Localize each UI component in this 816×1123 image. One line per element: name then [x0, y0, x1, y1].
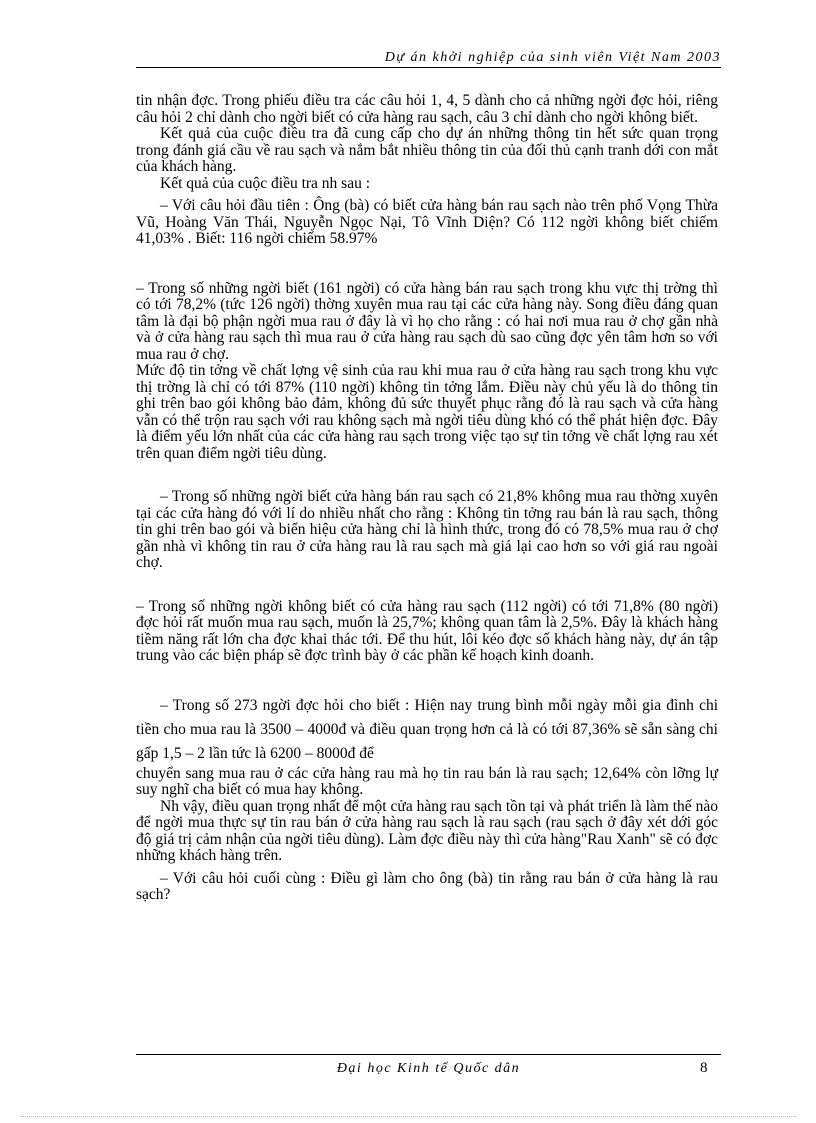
paragraph-survey-intro: tin nhận đợc. Trong phiếu điều tra các câu hỏi 1, 4, 5 dành cho cả những ngời đợc hỏi, riêng câu hỏi 2 chỉ dành cho ngời biết có cửa hàng rau sạch, câu 3 chỉ dành cho ngời không biết. — [136, 92, 718, 126]
page-bottom-dotted-line — [20, 1116, 796, 1117]
paragraph-unaware-customers: – Trong số những ngời không biết có cửa hàng rau sạch (112 ngời) có tới 71,8% (80 ngời) đợc hỏi rất muốn mua rau sạch, muốn là 25,7%; không quan tâm là 2,5%. Đây là khách hàng tiềm năng rất lớn cha đợc khai thác tới. Để thu hút, lôi kéo đợc số khách hàng này, dự án tập trung vào các biện pháp sẽ đợc trình bày ở các phần kế hoạch kinh doanh. — [136, 597, 718, 664]
paragraph-non-regular-buyers: – Trong số những ngời biết cửa hàng bán rau sạch có 21,8% không mua rau thờng xuyên tại các cửa hàng đó với lí do nhiều nhất cho rằng : Không tin tởng rau bán là rau sạch, thông tin ghi trên bao gói và biển hiệu cửa hàng chỉ là hình thức, trong đó có 78,5% mua rau ở chợ gần nhà vì không tin rau ở cửa hàng rau là rau sạch mà giá lại cao hơn so với giá rau ngoài chợ. — [136, 488, 718, 571]
page-number: 8 — [700, 1060, 708, 1076]
paragraph-spending: – Trong số 273 ngời đợc hỏi cho biết : Hiện nay trung bình mỗi ngày mỗi gia đình chi tiền cho mua rau là 3500 – 4000đ và điều quan trọng hơn cả là có tới 87,36% sẽ sẵn sàng chi gấp 1,5 – 2 lần tức là 6200 – 8000đ để — [136, 696, 718, 762]
paragraph-trust-level: Mức độ tin tởng về chất lợng vệ sinh của rau khi mua rau ở cửa hàng rau sạch trong khu vực thị trờng là chỉ có tới 87% (110 ngời) không tin tởng lắm. Điều này chủ yếu là do thông tin ghi trên bao gói không bảo đảm, không đủ sức thuyết phục rằng đó là rau sạch và cửa hàng vẫn có thể trộn rau sạch với rau không sạch mà ngời tiêu dùng khó có thể phát hiện đợc. Đây là điểm yếu lớn nhất của các cửa hàng rau sạch trong việc tạo sự tin tởng về chất lợng rau xét trên quan điểm ngời tiêu dùng. — [136, 362, 718, 462]
running-header: Dự án khởi nghiệp của sinh viên Việt Nam 2003 — [384, 50, 721, 65]
footer-institution: Đại học Kinh tế Quốc dân — [336, 1061, 521, 1076]
document-body — [136, 93, 718, 904]
paragraph-survey-results: Kết quả của cuộc điều tra đã cung cấp cho dự án những thông tin hết sức quan trọng trong đánh giá cầu về rau sạch và nắm bắt nhiều thông tin của đối thủ cạnh tranh dới con mắt của khách hàng. — [136, 125, 718, 175]
paragraph-results-lead: Kết quả của cuộc điều tra nh sau : — [160, 174, 371, 192]
paragraph-final-question: – Với câu hỏi cuối cùng : Điều gì làm cho ông (bà) tin rằng rau bán ở cửa hàng là rau sạch? — [136, 869, 718, 903]
header-divider — [136, 67, 721, 68]
paragraph-conclusion: Nh vậy, điều quan trọng nhất để một cửa hàng rau sạch tồn tại và phát triển là làm thế nào để ngời mua thực sự tin rau bán ở cửa hàng rau sạch là rau sạch (rau sạch ở đây xét dới góc độ giá trị cảm nhận của ngời tiêu dùng). Làm đợc điều này thì cửa hàng"Rau Xanh" sẽ có đợc những khách hàng trên. — [136, 797, 718, 864]
footer-divider — [136, 1054, 721, 1055]
paragraph-regular-buyers: – Trong số những ngời biết (161 ngời) có cửa hàng bán rau sạch trong khu vực thị trờng thì có tới 78,2% (tức 126 ngời) thờng xuyên mua rau tại các cửa hàng này. Song điều đáng quan tâm là đại bộ phận ngời mua rau ở đây là vì họ cho rằng : có hai nơi mua rau ở chợ gần nhà và ở cửa hàng rau sạch thì mua rau ở cửa hàng rau sạch dù sao cũng đợc yên tâm hơn so với mua rau ở chợ. — [136, 279, 718, 363]
paragraph-question-1: – Với câu hỏi đầu tiên : Ông (bà) có biết cửa hàng bán rau sạch nào trên phố Vọng Thừa Vũ, Hoàng Văn Thái, Nguyễn Ngọc Nại, Tô Vĩnh Diện? Có 112 ngời không biết chiếm 41,03% . Biết: 116 ngời chiếm 58.97% — [136, 197, 718, 247]
paragraph-spending-continued: chuyển sang mua rau ở các cửa hàng rau mà họ tin rau bán là rau sạch; 12,64% còn lỡng lự suy nghĩ cha biết có mua hay không. — [136, 764, 718, 798]
